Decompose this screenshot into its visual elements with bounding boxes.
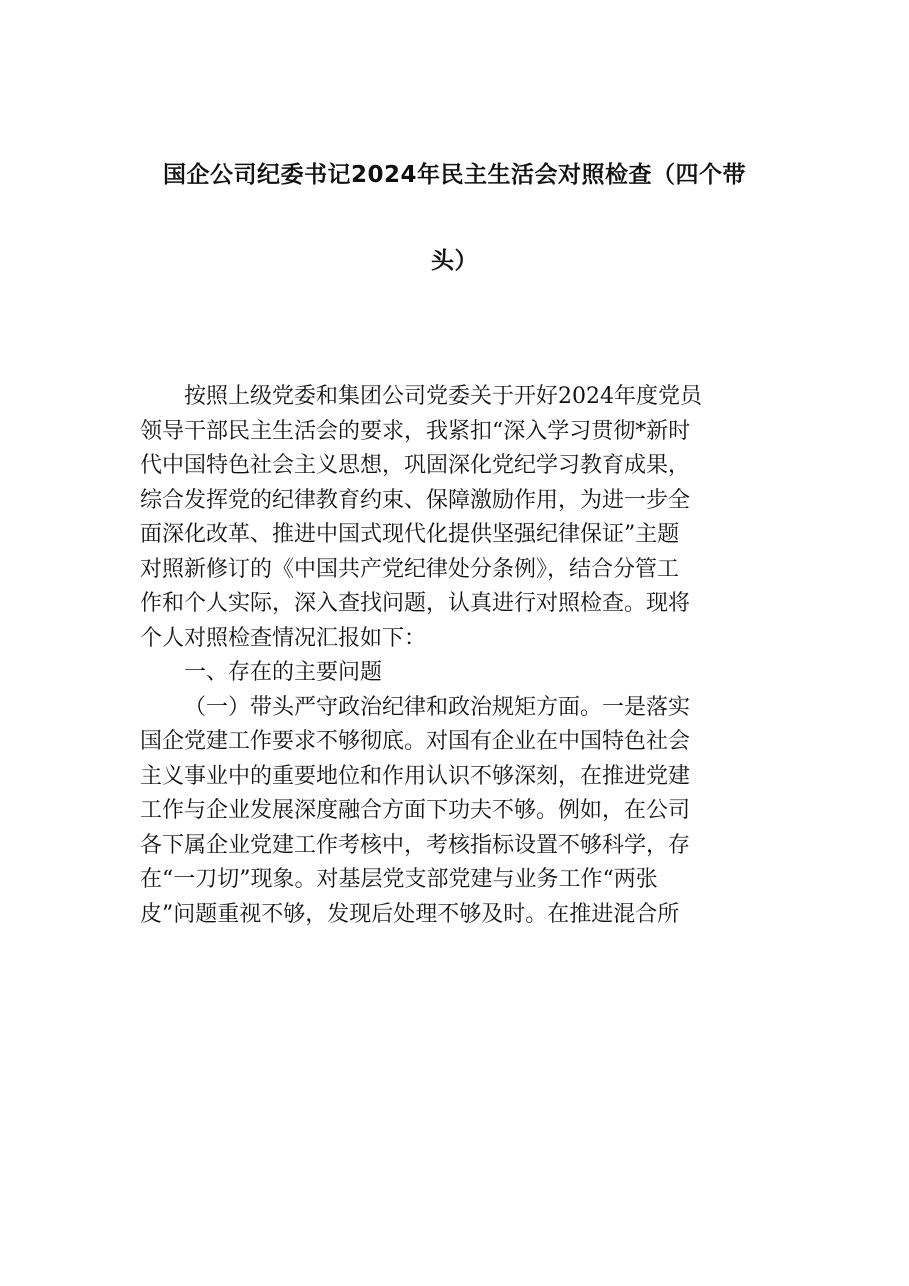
paragraph-1-line: 对照新修订的《中国共产党纪律处分条例》，结合分管工 <box>140 556 680 582</box>
section-heading: 一、存在的主要问题 <box>184 660 383 685</box>
paragraph-1-line: 代中国特色社会主义思想，巩固深化党纪学习教育成果， <box>140 453 691 478</box>
paragraph-2-line: 国企党建工作要求不够彻底。对国有企业在中国特色社会 <box>140 729 691 754</box>
paragraph-2-line: 工作与企业发展深度融合方面下功夫不够。例如，在公司 <box>140 798 691 823</box>
paragraph-1-line: 综合发挥党的纪律教育约束、保障激励作用，为进一步全 <box>140 487 691 513</box>
paragraph-1-line: 作和个人实际，深入查找问题，认真进行对照检查。现将 <box>140 591 691 616</box>
paragraph-2-line: 皮”问题重视不够，发现后处理不够及时。在推进混合所 <box>140 901 680 927</box>
document-body <box>140 380 780 932</box>
document-title-line-2: 头） <box>431 248 478 274</box>
paragraph-1-line: 个人对照检查情况汇报如下： <box>140 625 427 651</box>
paragraph-2-line: 各下属企业党建工作考核中，考核指标设置不够科学，存 <box>140 832 691 858</box>
paragraph-2-line: 在“一刀切”现象。对基层党支部党建与业务工作“两张 <box>140 867 658 892</box>
paragraph-2-line: （一）带头严守政治纪律和政治规矩方面。一是落实 <box>184 694 691 720</box>
paragraph-2-line: 主义事业中的重要地位和作用认识不够深刻，在推进党建 <box>140 763 691 789</box>
paragraph-1-line: 按照上级党委和集团公司党委关于开好2024年度党员 <box>184 384 702 409</box>
paragraph-1-line: 领导干部民主生活会的要求，我紧扣“深入学习贯彻*新时 <box>140 418 691 444</box>
paragraph-1-line: 面深化改革、推进中国式现代化提供坚强纪律保证”主题 <box>140 522 680 547</box>
document-title-line-1: 国企公司纪委书记2024年民主生活会对照检查（四个带 <box>162 162 746 188</box>
